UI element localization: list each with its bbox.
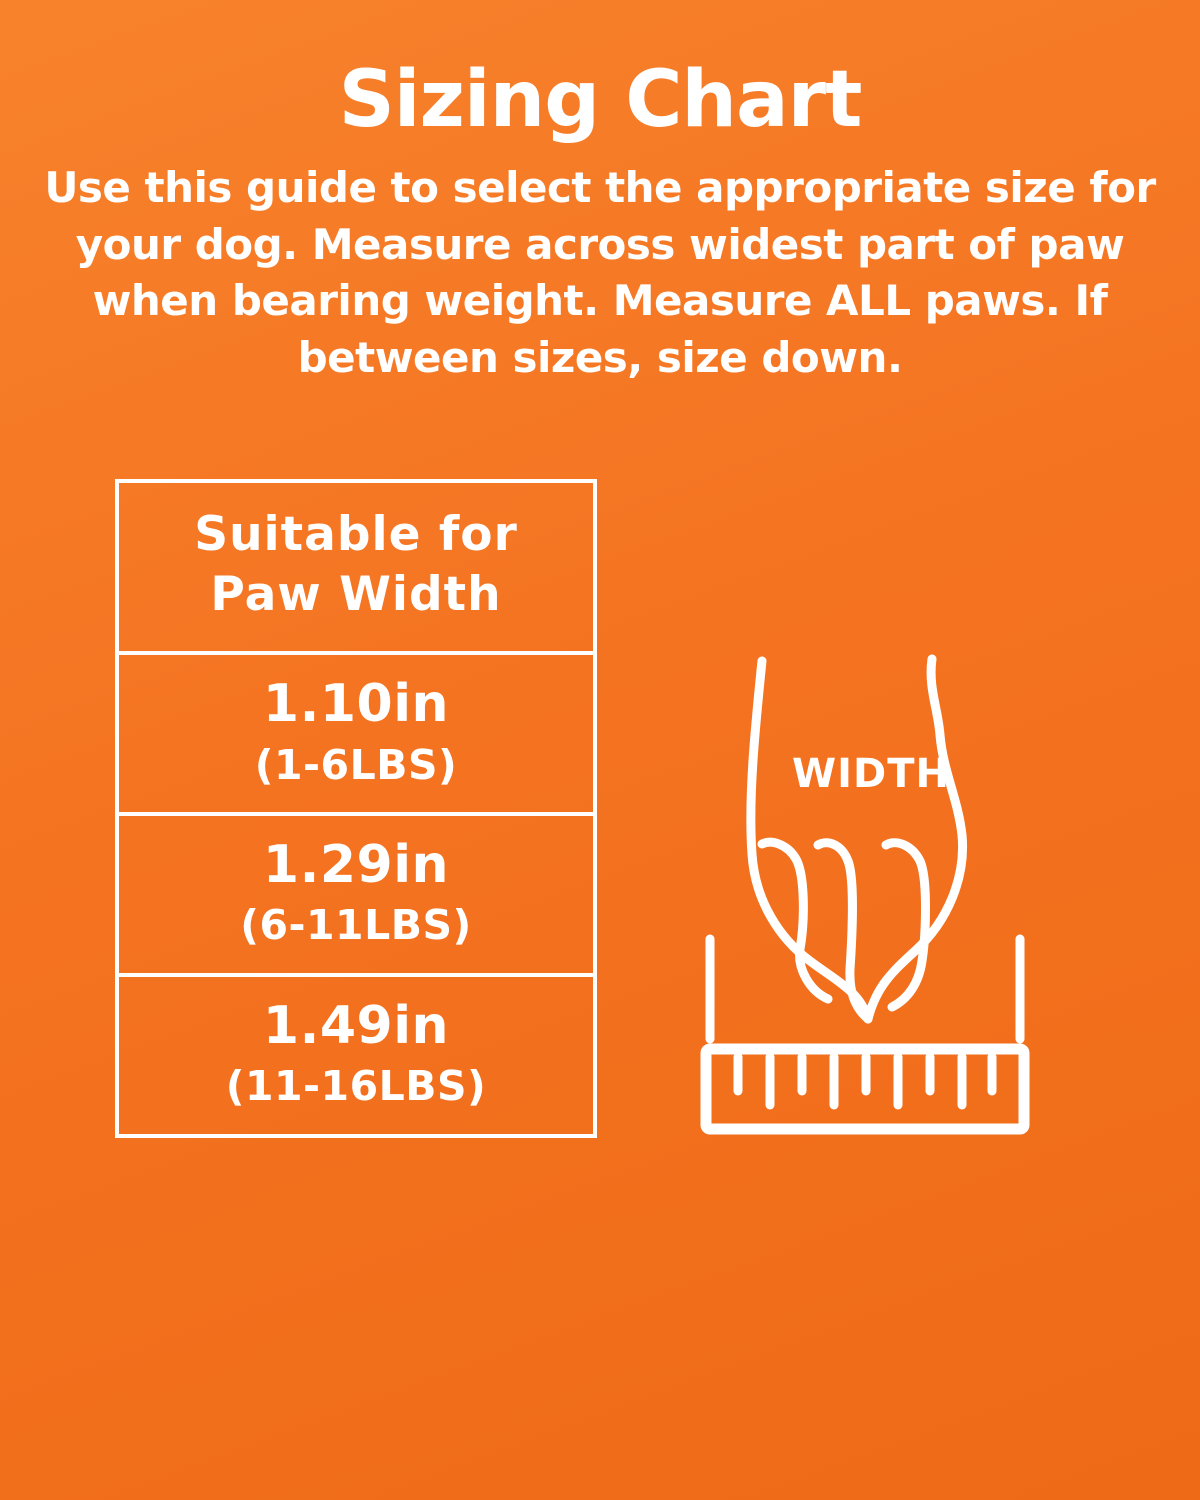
ruler-icon xyxy=(706,1049,1024,1129)
table-header-line-1: Suitable for xyxy=(194,506,518,562)
content-area xyxy=(0,479,1200,1138)
sizing-table xyxy=(115,479,597,1138)
header xyxy=(0,0,1200,387)
paw-width-value: 1.10in xyxy=(262,673,450,734)
table-header-row xyxy=(119,483,593,655)
paw-width-value: 1.29in xyxy=(262,834,450,895)
table-row xyxy=(119,655,593,816)
table-row xyxy=(119,977,593,1134)
weight-range-value: (11-16LBS) xyxy=(225,1062,487,1111)
paw-outline-icon xyxy=(700,639,1030,1179)
table-row xyxy=(119,816,593,977)
weight-range-value: (6-11LBS) xyxy=(240,901,472,950)
page-title: Sizing Chart xyxy=(338,55,862,145)
table-header-line-2: Paw Width xyxy=(210,566,502,622)
paw-width-value: 1.49in xyxy=(262,995,450,1056)
width-label: WIDTH xyxy=(792,750,950,797)
page-subtitle: Use this guide to select the appropriate size for your dog. Measure across widest part of paw when bearing weight. Measure ALL paws. If between sizes, size down. xyxy=(44,162,1156,382)
weight-range-value: (1-6LBS) xyxy=(254,740,458,789)
paw-measurement-illustration xyxy=(700,639,1030,1179)
